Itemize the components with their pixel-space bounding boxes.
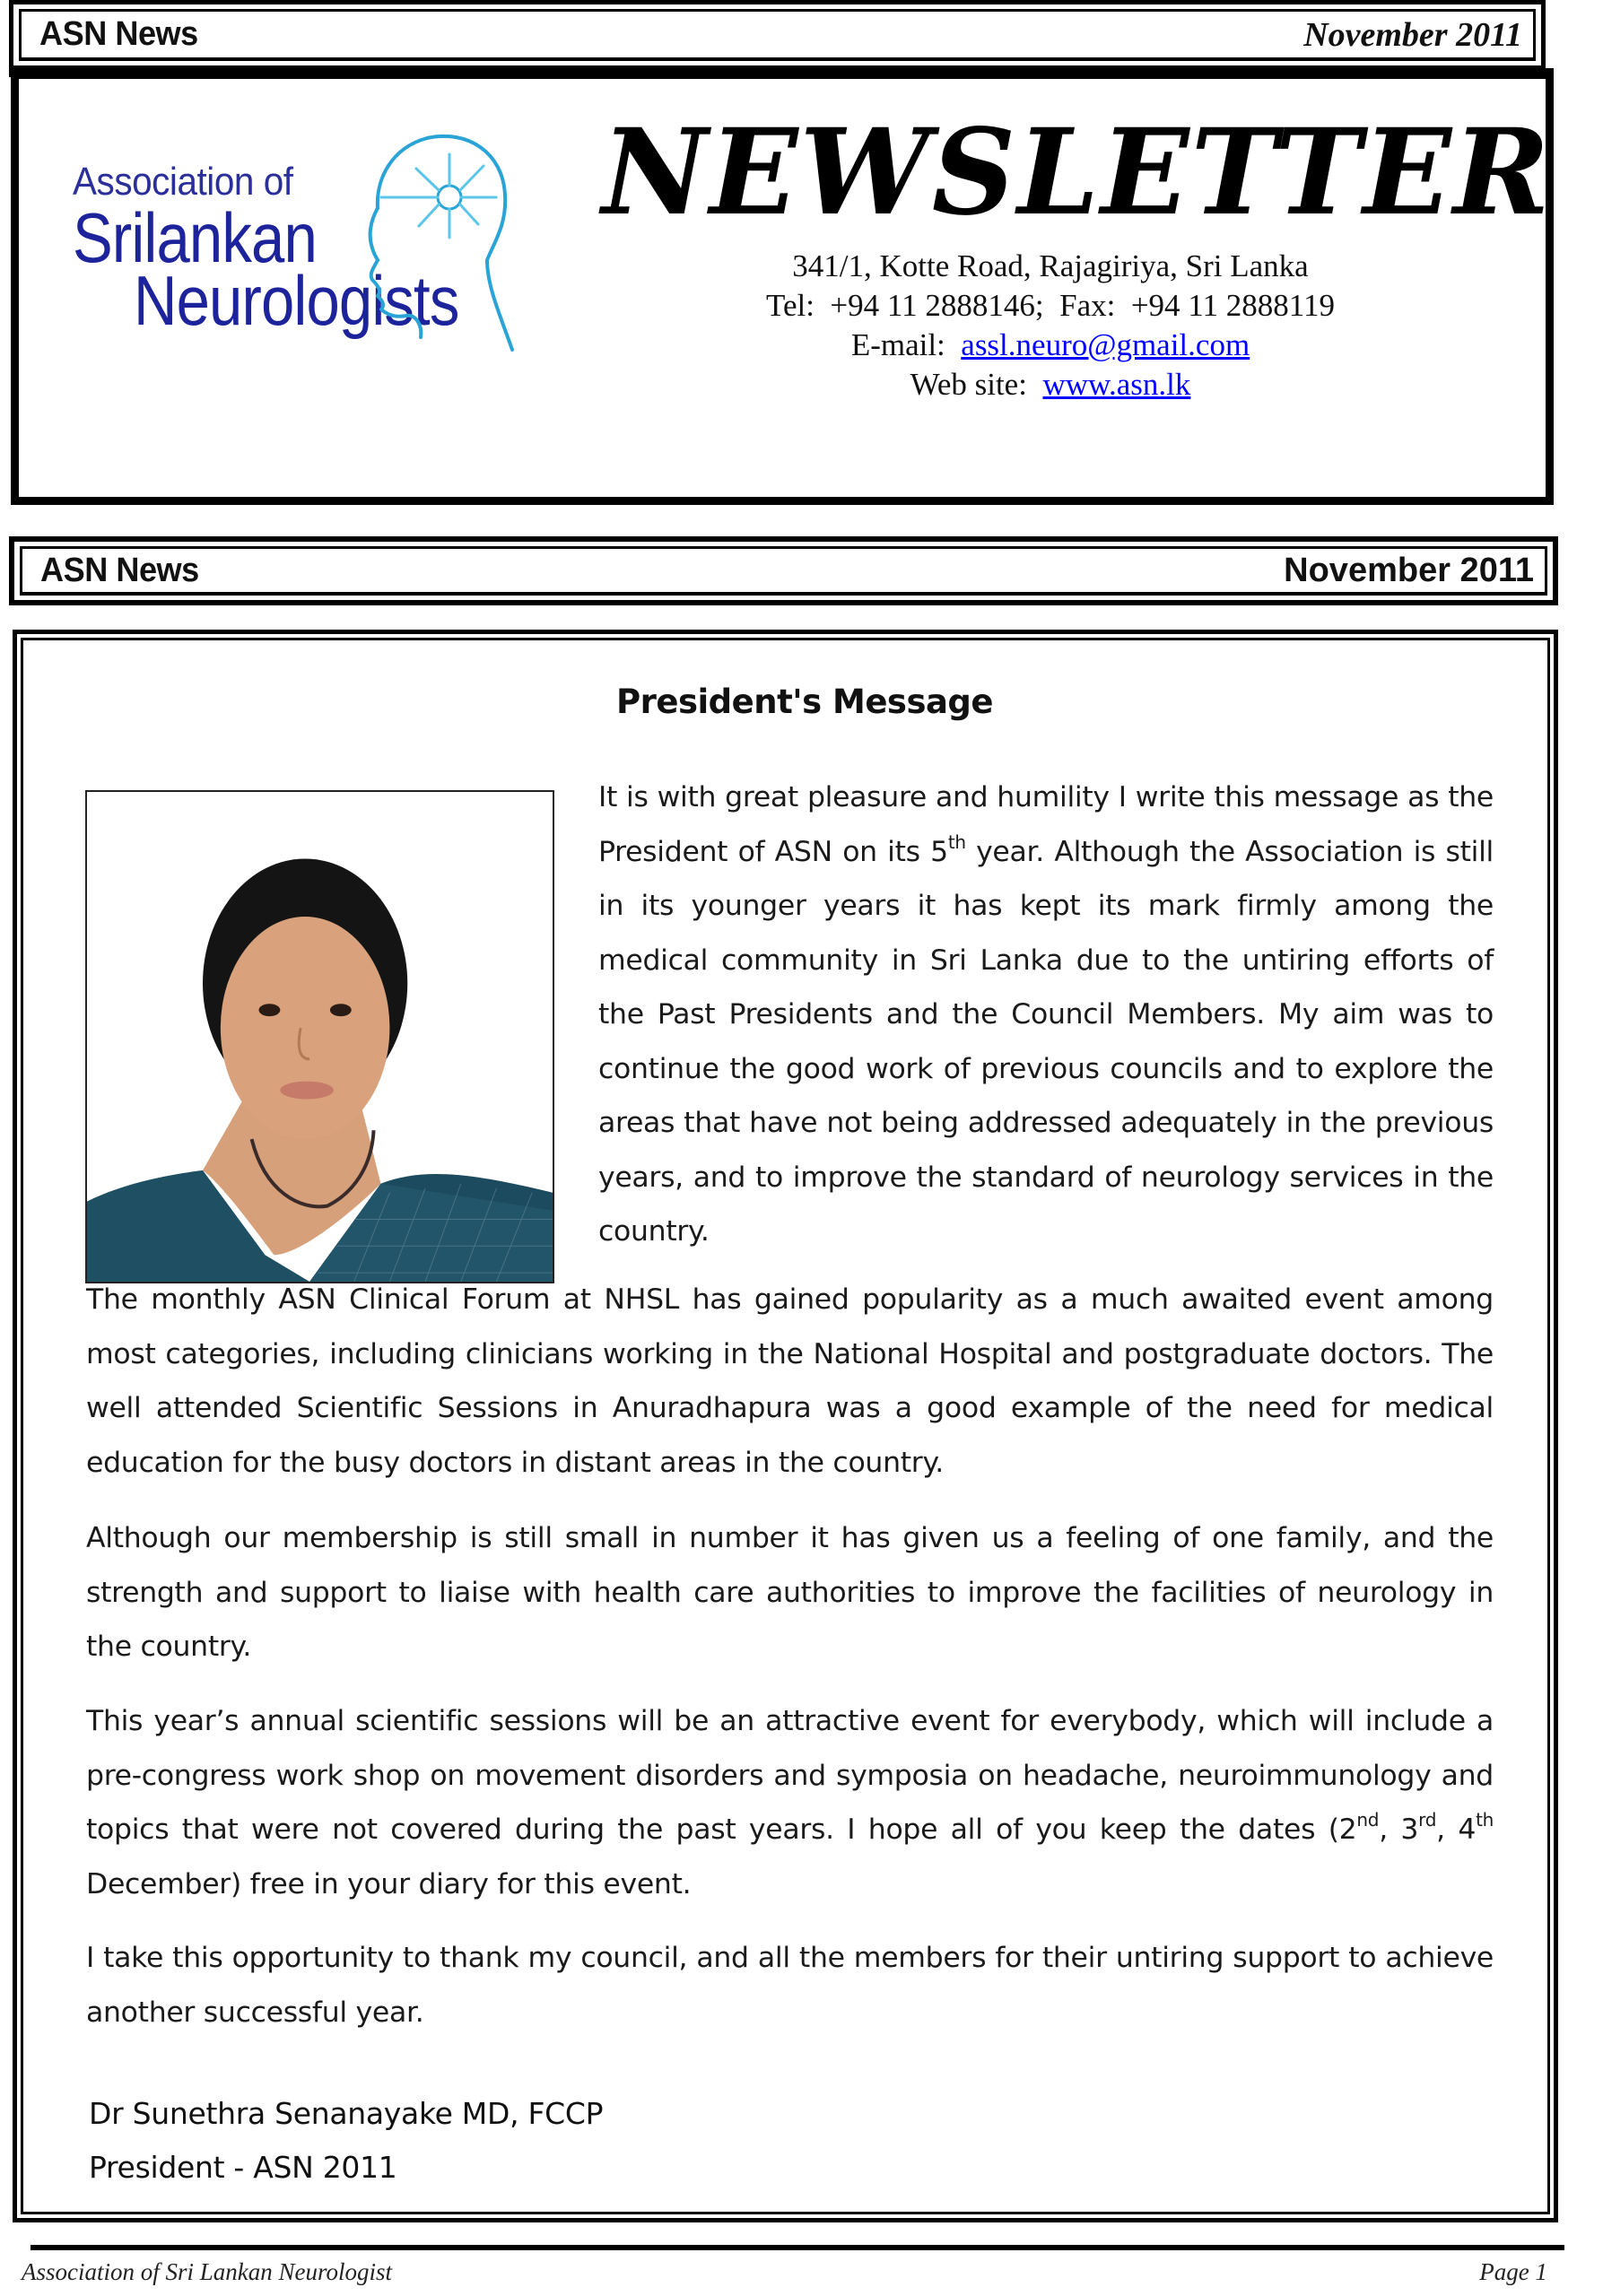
- portrait-icon: [87, 792, 553, 1282]
- header-publication-name: ASN News: [39, 15, 198, 53]
- newsletter-title: NEWSLETTER: [601, 103, 1552, 242]
- p4-text-4: December) free in your diary for this event.: [86, 1867, 692, 1900]
- logo-text-line1: Association of: [73, 160, 293, 204]
- website-link[interactable]: www.asn.lk: [1042, 367, 1191, 402]
- contact-block: [647, 247, 1454, 404]
- head-neuron-icon: [342, 126, 521, 359]
- article-title: President's Message: [616, 683, 994, 721]
- paragraph-4: [86, 1694, 1494, 1911]
- section-header-inner: [20, 546, 1547, 596]
- signature-name: Dr Sunethra Senanayake MD, FCCP: [89, 2096, 604, 2131]
- logo-text-line3: Neurologists: [134, 261, 459, 340]
- p1-text-a: It is with great pleasure and humility I write this message as the President of ASN on its 5: [598, 781, 1494, 868]
- signature-role: President - ASN 2011: [89, 2150, 397, 2185]
- p4-text-1: This year’s annual scientific sessions will be an attractive event for everybody, which will include a pre-congress work shop on movement disorders and symposia on headache, neuroimmunology and topics that were not covered during the past years. I hope all of you keep the dates (2: [86, 1705, 1494, 1846]
- section-issue-date: November 2011: [1284, 551, 1534, 589]
- phone-fax: Tel: +94 11 2888146; Fax: +94 11 2888119: [766, 288, 1335, 323]
- email-link[interactable]: assl.neuro@gmail.com: [961, 327, 1250, 362]
- paragraph-2: The monthly ASN Clinical Forum at NHSL has gained popularity as a much awaited event among most categories, including clinicians working in the National Hospital and postgraduate doctors. The well attended Scientific Sessions in Anuradhapura was a good example of the need for medical education for the busy doctors in distant areas in the country.: [86, 1283, 1494, 1479]
- asn-logo: [73, 126, 521, 340]
- footer-page-number: Page 1: [1479, 2258, 1547, 2285]
- website-row: [647, 365, 1454, 404]
- president-photo: [85, 790, 554, 1283]
- email-label: E-mail:: [850, 327, 945, 362]
- website-label: Web site:: [910, 367, 1027, 402]
- top-header-bar: [9, 0, 1546, 70]
- paragraph-3: Although our membership is still small in number it has given us a feeling of one family, and the strength and support to liaise with health care authorities to improve the facilities of neurology in the country.: [86, 1522, 1494, 1663]
- p4-text-2: , 3: [1379, 1813, 1419, 1846]
- article-frame: [13, 630, 1558, 2222]
- email-row: [647, 326, 1454, 365]
- logo-text-line2: Srilankan: [73, 198, 317, 277]
- masthead: [11, 76, 1554, 505]
- p1-sup: th: [947, 831, 966, 853]
- footer-divider: [30, 2245, 1564, 2250]
- p4-text-3: , 4: [1436, 1813, 1477, 1846]
- footer-organization: Association of Sri Lankan Neurologist: [22, 2258, 393, 2285]
- p4-sup-2: rd: [1418, 1809, 1437, 1831]
- p4-sup-3: th: [1476, 1809, 1494, 1831]
- section-header-bar: [9, 536, 1558, 605]
- p4-sup-1: nd: [1356, 1809, 1380, 1831]
- top-header-inner: [19, 9, 1536, 61]
- section-publication-name: ASN News: [40, 551, 199, 589]
- p1-text-b: year. Although the Association is still in its younger years it has kept its mark firmly among the medical community in Sri Lanka due to the untiring efforts of the Past Presidents and the Council Members. My aim was to continue the good work of previous councils and to explore the areas that have not being addressed adequately in the previous years, and to improve the standard of neurology services in the country.: [598, 835, 1494, 1248]
- paragraph-5: I take this opportunity to thank my council, and all the members for their untiring support to achieve another successful year.: [86, 1942, 1494, 2029]
- address: 341/1, Kotte Road, Rajagiriya, Sri Lanka: [792, 248, 1309, 283]
- paragraph-1: [598, 770, 1494, 1259]
- header-issue-date: November 2011: [1303, 15, 1522, 54]
